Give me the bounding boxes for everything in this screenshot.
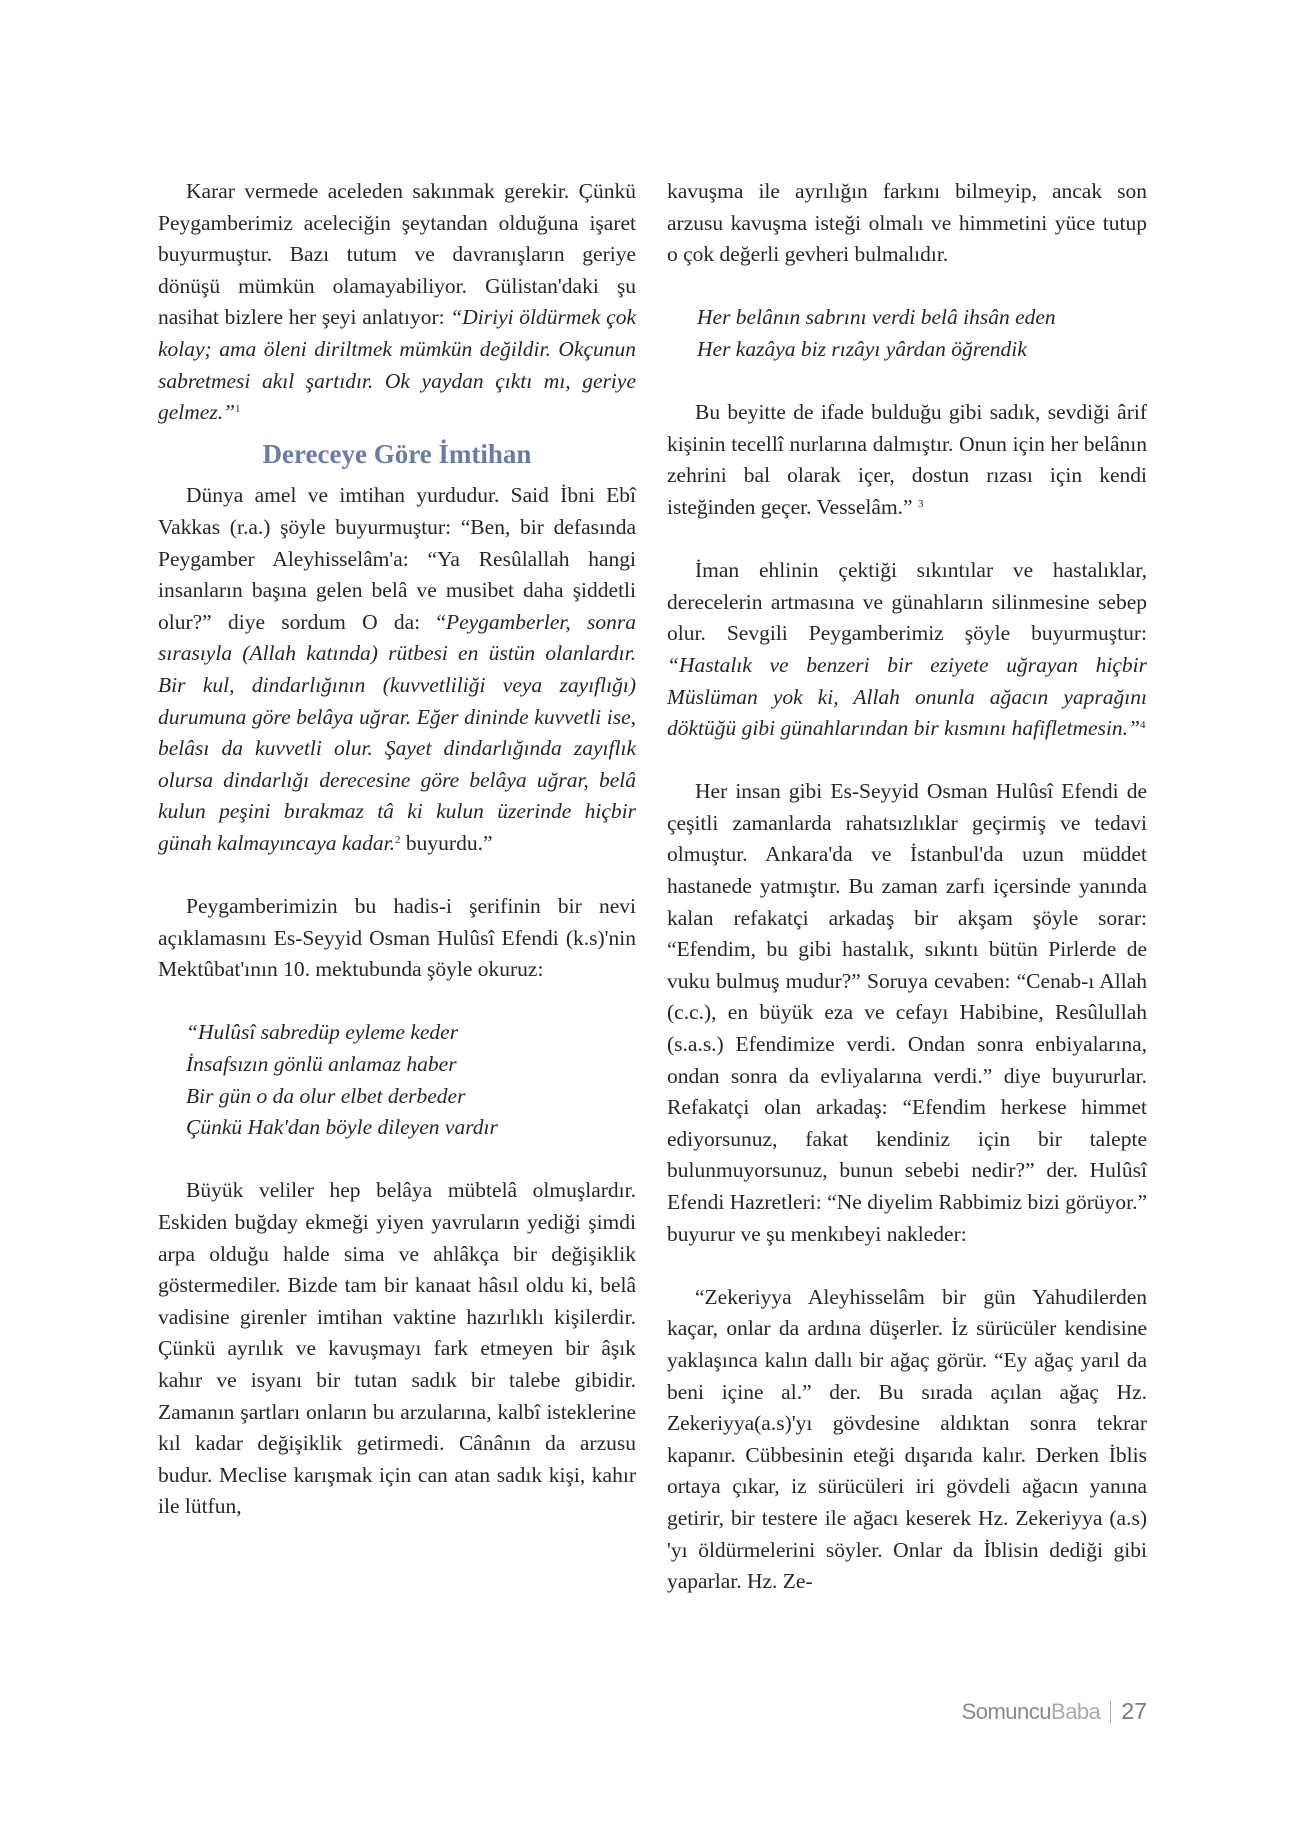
left-column xyxy=(158,176,636,1523)
paragraph: İman ehlinin çektiği sıkıntılar ve hastalıklar, derecelerin artmasına ve günahların silinmesine sebep olur. Sevgili Peygamberimiz şöyle buyurmuştur: “Hastalık ve benzeri bir eziyete uğrayan hiçbir Müslüman yok ki, Allah onunla ağacın yaprağını döktüğü gibi günahlarından bir kısmını hafifletmesin.”$^4$ xyxy=(667,558,1147,741)
poem-line: İnsafsızın gönlü anlamaz haber xyxy=(186,1052,457,1077)
footnote-ref: 3 xyxy=(917,497,924,510)
footnote-ref: 1 xyxy=(235,403,241,416)
paragraph: kavuşma ile ayrılığın farkını bilmeyip, ancak son arzusu kavuşma isteği olmalı ve himmetini yüce tutup o çok değerli gevheri bulmalıdır. xyxy=(667,179,1147,267)
poem-line: Her kazâya biz rızâyı yârdan öğrendik xyxy=(697,336,1027,361)
paragraph: “Zekeriyya Aleyhisselâm bir gün Yahudilerden kaçar, onlar da ardına düşerler. İz sürücüler kendisine yaklaşınca kalın dallı bir ağaç görür. “Ey ağaç yarıl da beni içine al.” der. Bu sırada açılan ağaç Hz. Zekeriyya(a.s)'yı gövdesine aldıktan sonra tekrar kapanır. Cübbesinin eteği dışarıda kalır. Derken İblis ortaya çıkar, iz sürücüleri iri gövdeli ağacın yanına getirir, bir testere ile ağacı keserek Hz. Zekeriyya (a.s) 'yı öldürmelerini söyler. Onlar da İblisin dediği gibi yaparlar. Hz. Ze- xyxy=(667,1284,1147,1594)
page-number: 27 xyxy=(1121,1698,1147,1724)
footnote-ref: 4 xyxy=(1140,719,1146,732)
magazine-logo-part1: Somuncu xyxy=(961,1698,1052,1724)
poem xyxy=(667,302,1147,365)
right-column xyxy=(667,176,1147,1598)
magazine-logo-part2: Baba xyxy=(1051,1698,1101,1724)
paragraph: Dünya amel ve imtihan yurdudur. Said İbni Ebî Vakkas (r.a.) şöyle buyurmuştur: “Ben, bir defasında Peygamber Aleyhisselâm'a: “Ya Resûlallah hangi insanların başına gelen belâ ve musibet daha şiddetli olur?” diye sordum O da: “Peygamberler, sonra sırasıyla (Allah katında) rütbesi en üstün olanlardır. Bir kul, dindarlığının (kuvvetliliği veya zayıflığı) durumuna göre belâya uğrar. Eğer dininde kuvvetli ise, belâsı da kuvvetli olur. Şayet dindarlığında zayıflık olursa dindarlığı derecesine göre belâya uğrar, belâ kulun peşini bırakmaz tâ ki kulun üzerinde hiçbir günah kalmayıncaya kadar.$^2$ buyurdu.” xyxy=(158,483,636,855)
poem-line: Bir gün o da olur elbet derbeder xyxy=(186,1083,466,1108)
poem-line: Çünkü Hak'dan böyle dileyen vardır xyxy=(186,1115,498,1140)
paragraph: Büyük veliler hep belâya mübtelâ olmuşlardır. Eskiden buğday ekmeği yiyen yavruların yediği şimdi arpa olduğu halde sima ve ahlâkça bir değişiklik göstermediler. Bizde tam bir kanaat hâsıl oldu ki, belâ vadisine girenler imtihan vaktine hazırlıklı kişilerdir. Çünkü ayrılık ve kavuşmayı fark etmeyen bir âşık kahır ve isyanı bir tutan sadık bir talebe gibidir. Zamanın şartları onların bu arzularına, kalbî isteklerine kıl kadar değişiklik getirmedi. Cânânın da arzusu budur. Meclise karışmak için can atan sadık kişi, kahır ile lütfun, xyxy=(158,1178,636,1519)
footnote-ref: 2 xyxy=(395,833,401,846)
page-footer xyxy=(962,1698,1147,1725)
poem-line: Her belânın sabrını verdi belâ ihsân eden xyxy=(697,305,1056,330)
footer-divider xyxy=(1110,1700,1111,1724)
paragraph: Peygamberimizin bu hadis-i şerifinin bir nevi açıklamasını Es-Seyyid Osman Hulûsî Efendi (k.s)'nin Mektûbat'ının 10. mektubunda şöyle okuruz: xyxy=(158,894,636,982)
poem-line: “Hulûsî sabredüp eyleme keder xyxy=(186,1020,459,1045)
section-heading: Dereceye Göre İmtihan xyxy=(262,438,532,469)
paragraph: Karar vermede aceleden sakınmak gerekir. Çünkü Peygamberimiz aceleciğin şeytandan olduğuna işaret buyurmuştur. Bazı tutum ve davranışların geriye dönüşü mümkün olamayabiliyor. Gülistan'daki şu nasihat bizlere her şeyi anlatıyor: “Diriyi öldürmek çok kolay; ama öleni diriltmek mümkün değildir. Okçunun sabretmesi akıl şartıdır. Ok yaydan çıktı mı, geriye gelmez.”$^1$ xyxy=(158,179,636,425)
paragraph: Her insan gibi Es-Seyyid Osman Hulûsî Efendi de çeşitli zamanlarda rahatsızlıklar geçirmiş ve tedavi olmuştur. Ankara'da ve İstanbul'da uzun müddet hastanede yatmıştır. Bu zaman zarfı içersinde yanında kalan refakatçi arkadaş bir akşam şöyle sorar: “Efendim, bu gibi hastalık, sıkıntı bütün Pirlerde de vuku bulmuş mudur?” Soruya cevaben: “Cenab-ı Allah (c.c.), en büyük eza ve cefayı Habibine, Resûlullah (s.a.s.) Efendimize verdi. Ondan sonra enbiyalarına, ondan sonra da evliyalarına verdi.” diye buyururlar. Refakatçi olan arkadaş: “Efendim herkese himmet ediyorsunuz, fakat kendiniz için bir talepte bulunmuyorsunuz, bunun sebebi nedir?” der. Hulûsî Efendi Hazretleri: “Ne diyelim Rabbimiz bizi görüyor.” buyurur ve şu menkıbeyi nakleder: xyxy=(667,779,1147,1246)
paragraph: Bu beyitte de ifade bulduğu gibi sadık, sevdiği ârif kişinin tecellî nurlarına dalmıştır. Onun için her belânın zehrini bal olarak içer, dostun rızası için kendi isteğinden geçer. Vesselâm.” $^3$ xyxy=(667,400,1147,519)
poem xyxy=(158,1017,636,1143)
